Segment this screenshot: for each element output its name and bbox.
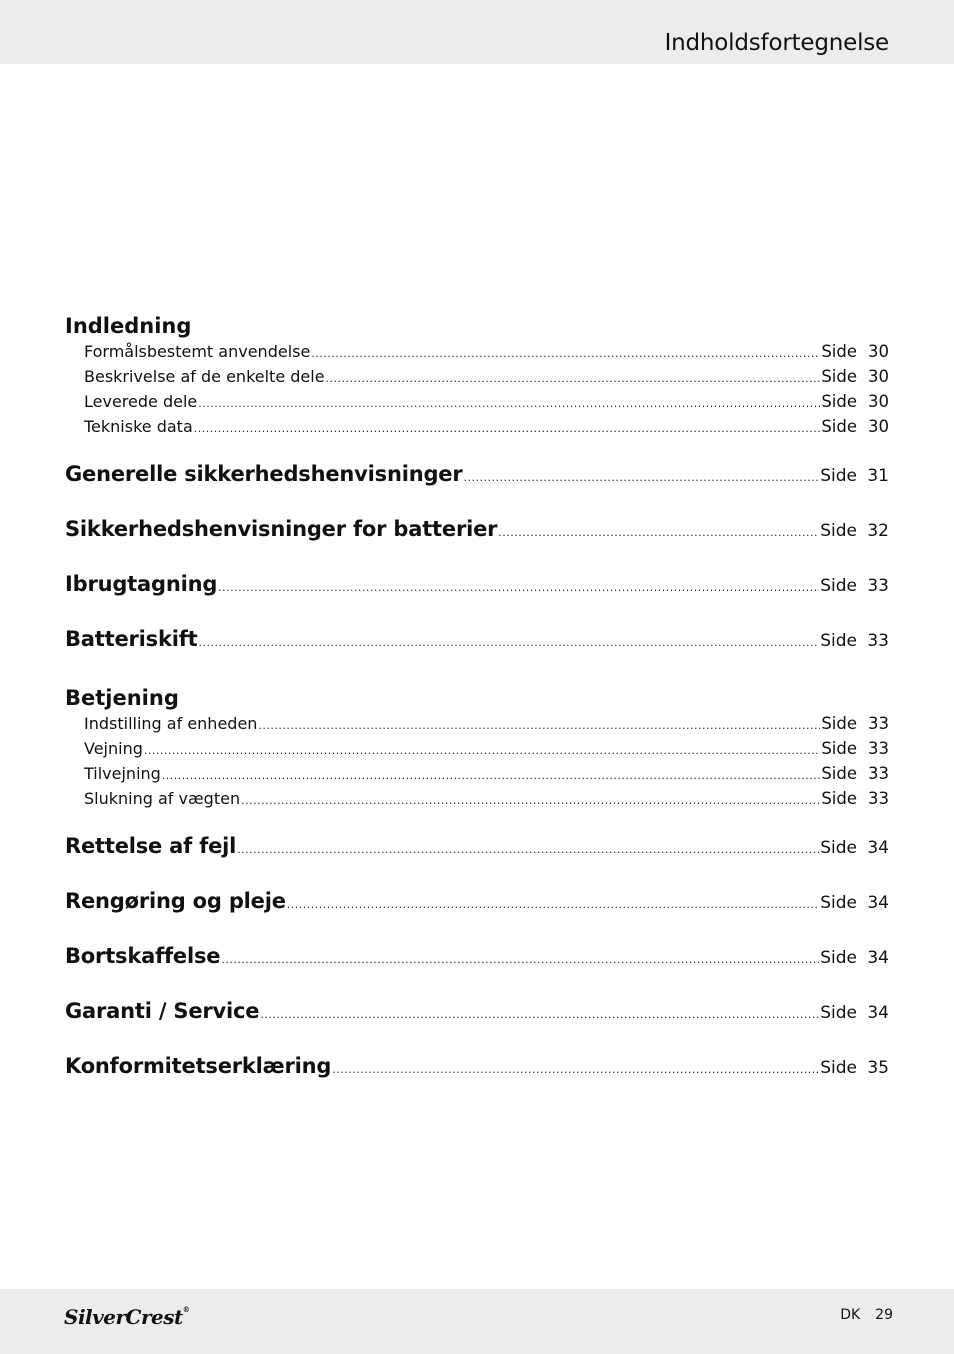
dot-leader: [258, 719, 820, 732]
dot-leader: [218, 581, 819, 594]
dot-leader: [194, 422, 821, 435]
page-header: [0, 0, 954, 64]
page-number: 30: [868, 392, 889, 411]
brand-logo: [64, 1305, 189, 1329]
page-number: 33: [868, 739, 889, 758]
toc-heading-entry[interactable]: [65, 462, 889, 497]
dot-leader: [498, 526, 819, 539]
page-number: 33: [867, 576, 889, 596]
page-prefix: Side: [821, 714, 857, 733]
page-prefix: Side: [820, 521, 857, 541]
page-number: 32: [867, 521, 889, 541]
toc-entry-label: Vejning: [84, 739, 143, 758]
page-number: 30: [868, 367, 889, 386]
dot-leader: [221, 953, 819, 966]
page-prefix: Side: [821, 417, 857, 436]
toc-heading-entry[interactable]: [65, 627, 889, 662]
toc-heading: Bortskaffelse: [65, 944, 221, 968]
registered-mark: ®: [182, 1305, 190, 1314]
toc-heading: Ibrugtagning: [65, 572, 218, 596]
page-number: 34: [867, 1003, 889, 1023]
toc-heading[interactable]: Indledning: [65, 314, 192, 338]
page-number: 30: [868, 417, 889, 436]
footer-info: [840, 1307, 893, 1323]
toc-heading: Batteriskift: [65, 627, 198, 651]
toc-entry[interactable]: [84, 789, 889, 814]
toc-heading: Rengøring og pleje: [65, 889, 286, 913]
page-number: 34: [867, 948, 889, 968]
dot-leader: [332, 1063, 819, 1076]
page-number: 31: [867, 466, 889, 486]
toc-heading: Generelle sikkerhedshenvisninger: [65, 462, 463, 486]
toc-entry[interactable]: [84, 714, 889, 739]
toc-section: [65, 889, 889, 924]
toc-heading[interactable]: Betjening: [65, 686, 179, 710]
dot-leader: [198, 397, 820, 410]
language-code: DK: [840, 1307, 861, 1323]
page-prefix: Side: [821, 367, 857, 386]
toc-section: [65, 517, 889, 552]
toc-section: [65, 310, 889, 442]
table-of-contents: [65, 310, 889, 1089]
toc-heading-entry[interactable]: [65, 517, 889, 552]
page-number: 30: [868, 342, 889, 361]
page-prefix: Side: [820, 948, 857, 968]
page-prefix: Side: [820, 893, 857, 913]
toc-entry[interactable]: [84, 342, 889, 367]
dot-leader: [326, 372, 821, 385]
page-title: Indholdsfortegnelse: [664, 30, 889, 56]
footer-page-number: 29: [875, 1307, 893, 1323]
toc-entry-label: Formålsbestemt anvendelse: [84, 342, 311, 361]
page-prefix: Side: [820, 1058, 857, 1078]
page-prefix: Side: [821, 739, 857, 758]
toc-section: [65, 999, 889, 1034]
dot-leader: [260, 1008, 819, 1021]
dot-leader: [162, 769, 821, 782]
brand-name: SilverCrest: [64, 1305, 183, 1329]
dot-leader: [199, 636, 820, 649]
page-prefix: Side: [821, 392, 857, 411]
page-prefix: Side: [820, 576, 857, 596]
dot-leader: [144, 744, 820, 757]
toc-entry[interactable]: [84, 417, 889, 442]
page-number: 33: [867, 631, 889, 651]
page-number: 33: [868, 714, 889, 733]
toc-heading: Rettelse af fejl: [65, 834, 237, 858]
toc-heading: Konformitetserklæring: [65, 1054, 332, 1078]
toc-heading-entry[interactable]: [65, 834, 889, 869]
toc-heading-entry[interactable]: [65, 572, 889, 607]
page-number: 34: [867, 893, 889, 913]
toc-section: [65, 834, 889, 869]
toc-section: [65, 1054, 889, 1089]
toc-heading-entry[interactable]: [65, 999, 889, 1034]
dot-leader: [237, 843, 819, 856]
toc-entry-label: Slukning af vægten: [84, 789, 241, 808]
toc-heading-entry[interactable]: [65, 1054, 889, 1089]
page-number: 33: [868, 764, 889, 783]
page-prefix: Side: [821, 789, 857, 808]
toc-heading: Sikkerhedshenvisninger for batterier: [65, 517, 498, 541]
dot-leader: [241, 794, 820, 807]
page-prefix: Side: [820, 631, 857, 651]
dot-leader: [287, 898, 819, 911]
toc-entry[interactable]: [84, 367, 889, 392]
dot-leader: [463, 471, 819, 484]
page-prefix: Side: [820, 466, 857, 486]
toc-entry[interactable]: [84, 739, 889, 764]
page-prefix: Side: [820, 838, 857, 858]
toc-entry-label: Indstilling af enheden: [84, 714, 258, 733]
toc-heading: Garanti / Service: [65, 999, 260, 1023]
page-prefix: Side: [820, 1003, 857, 1023]
toc-section: [65, 944, 889, 979]
page-number: 34: [867, 838, 889, 858]
toc-entry-label: Beskrivelse af de enkelte dele: [84, 367, 325, 386]
toc-entry-label: Tilvejning: [84, 764, 161, 783]
toc-entry-label: Leverede dele: [84, 392, 198, 411]
toc-section: [65, 682, 889, 814]
toc-entry-label: Tekniske data: [84, 417, 193, 436]
toc-section: [65, 572, 889, 607]
toc-heading-entry[interactable]: [65, 944, 889, 979]
page-number: 33: [868, 789, 889, 808]
page-prefix: Side: [821, 342, 857, 361]
page-number: 35: [867, 1058, 889, 1078]
page-prefix: Side: [821, 764, 857, 783]
dot-leader: [311, 347, 820, 360]
toc-section: [65, 462, 889, 497]
toc-entry[interactable]: [84, 392, 889, 417]
toc-heading-entry[interactable]: [65, 889, 889, 924]
toc-entry[interactable]: [84, 764, 889, 789]
toc-section: [65, 627, 889, 662]
